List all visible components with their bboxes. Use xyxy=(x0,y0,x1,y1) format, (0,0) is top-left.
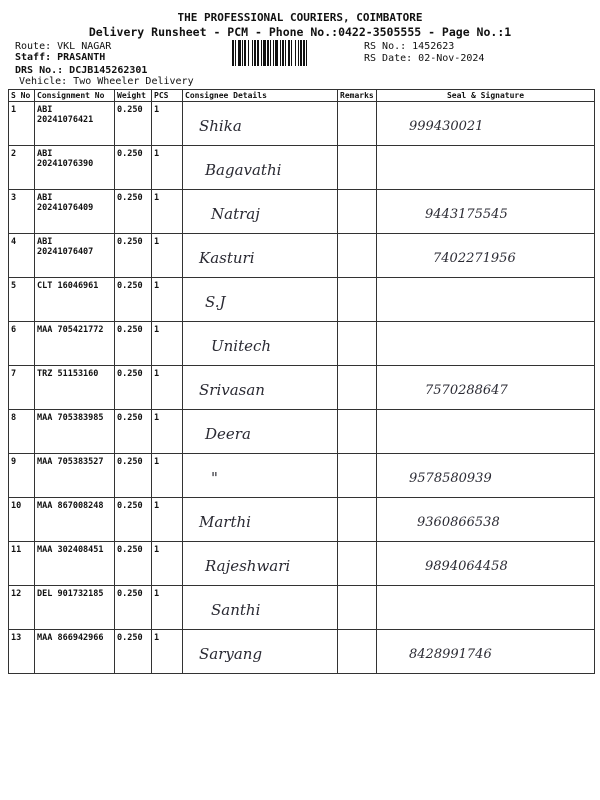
signature-handwriting: 9894064458 xyxy=(425,559,508,574)
row-consignee xyxy=(183,146,338,190)
row-sno: 7 xyxy=(9,366,35,410)
row-pcs: 1 xyxy=(152,366,183,410)
consignee-handwriting: Srivasan xyxy=(199,381,265,399)
row-consignment-no: ABI 20241076390 xyxy=(35,146,115,190)
consignee-handwriting: S.J xyxy=(205,293,226,311)
row-remarks xyxy=(338,190,377,234)
row-consignment-no: ABI 20241076407 xyxy=(35,234,115,278)
row-consignment-no: MAA 705383527 xyxy=(35,454,115,498)
row-consignment-no: MAA 302408451 xyxy=(35,542,115,586)
row-signature xyxy=(377,630,595,674)
runsheet-subtitle: Delivery Runsheet - PCM - Phone No.:0422-3505555 - Page No.:1 xyxy=(88,25,512,39)
signature-handwriting: 9578580939 xyxy=(409,471,492,486)
row-sno: 8 xyxy=(9,410,35,454)
row-consignment-no: MAA 705421772 xyxy=(35,322,115,366)
row-weight: 0.250 xyxy=(115,498,152,542)
row-signature xyxy=(377,454,595,498)
row-pcs: 1 xyxy=(152,586,183,630)
row-consignee xyxy=(183,366,338,410)
row-remarks xyxy=(338,630,377,674)
row-weight: 0.250 xyxy=(115,630,152,674)
row-consignee xyxy=(183,498,338,542)
row-consignee xyxy=(183,542,338,586)
row-pcs: 1 xyxy=(152,146,183,190)
col-header-weight: Weight xyxy=(115,90,152,102)
consignee-handwriting: Marthi xyxy=(199,513,251,531)
row-sno: 3 xyxy=(9,190,35,234)
row-remarks xyxy=(338,278,377,322)
signature-handwriting: 9443175545 xyxy=(425,207,508,222)
staff-info: Staff: PRASANTH xyxy=(15,52,106,63)
consignee-handwriting: " xyxy=(211,469,218,487)
row-consignee xyxy=(183,234,338,278)
drs-number: DRS No.: DCJB145262301 xyxy=(15,65,148,76)
row-pcs: 1 xyxy=(152,278,183,322)
row-weight: 0.250 xyxy=(115,278,152,322)
consignee-handwriting: Unitech xyxy=(211,337,272,355)
table-row xyxy=(9,146,595,190)
row-consignee xyxy=(183,410,338,454)
row-pcs: 1 xyxy=(152,630,183,674)
row-signature xyxy=(377,542,595,586)
row-consignee xyxy=(183,322,338,366)
vehicle-info: Vehicle: Two Wheeler Delivery xyxy=(19,76,194,87)
row-signature xyxy=(377,498,595,542)
table-row xyxy=(9,498,595,542)
row-remarks xyxy=(338,410,377,454)
rs-date: RS Date: 02-Nov-2024 xyxy=(364,53,485,64)
row-signature xyxy=(377,366,595,410)
row-sno: 5 xyxy=(9,278,35,322)
row-weight: 0.250 xyxy=(115,410,152,454)
row-consignee xyxy=(183,630,338,674)
col-header-consignment: Consignment No xyxy=(35,90,115,102)
row-sno: 1 xyxy=(9,102,35,146)
row-signature xyxy=(377,586,595,630)
row-pcs: 1 xyxy=(152,190,183,234)
table-row xyxy=(9,454,595,498)
row-sno: 11 xyxy=(9,542,35,586)
barcode-image xyxy=(232,40,356,66)
row-pcs: 1 xyxy=(152,102,183,146)
row-consignment-no: ABI 20241076409 xyxy=(35,190,115,234)
table-row xyxy=(9,366,595,410)
row-weight: 0.250 xyxy=(115,454,152,498)
row-signature xyxy=(377,322,595,366)
row-remarks xyxy=(338,542,377,586)
row-consignment-no: DEL 901732185 xyxy=(35,586,115,630)
route-info: Route: VKL NAGAR xyxy=(15,41,112,52)
table-row xyxy=(9,630,595,674)
col-header-pcs: PCS xyxy=(152,90,183,102)
row-signature xyxy=(377,102,595,146)
col-header-sno: S No xyxy=(9,90,35,102)
row-signature xyxy=(377,410,595,454)
consignee-handwriting: Kasturi xyxy=(199,249,255,267)
row-sno: 6 xyxy=(9,322,35,366)
table-row xyxy=(9,322,595,366)
row-weight: 0.250 xyxy=(115,322,152,366)
row-signature xyxy=(377,146,595,190)
signature-handwriting: 7402271956 xyxy=(433,251,516,266)
table-row xyxy=(9,278,595,322)
row-remarks xyxy=(338,498,377,542)
row-sno: 4 xyxy=(9,234,35,278)
row-consignment-no: MAA 705383985 xyxy=(35,410,115,454)
signature-handwriting: 8428991746 xyxy=(409,647,492,662)
row-consignee xyxy=(183,190,338,234)
table-row xyxy=(9,102,595,146)
consignee-handwriting: Saryang xyxy=(199,645,263,663)
row-weight: 0.250 xyxy=(115,366,152,410)
row-remarks xyxy=(338,322,377,366)
consignee-handwriting: Bagavathi xyxy=(205,161,282,179)
table-header-row xyxy=(9,90,595,102)
row-weight: 0.250 xyxy=(115,586,152,630)
row-weight: 0.250 xyxy=(115,190,152,234)
row-consignee xyxy=(183,586,338,630)
signature-handwriting: 9360866538 xyxy=(417,515,500,530)
row-remarks xyxy=(338,366,377,410)
consignee-handwriting: Natraj xyxy=(211,205,260,223)
row-remarks xyxy=(338,234,377,278)
consignee-handwriting: Santhi xyxy=(211,601,261,619)
rs-number: RS No.: 1452623 xyxy=(364,41,455,52)
col-header-signature: Seal & Signature xyxy=(377,90,595,102)
row-sno: 13 xyxy=(9,630,35,674)
row-pcs: 1 xyxy=(152,410,183,454)
row-consignee xyxy=(183,454,338,498)
row-consignment-no: TRZ 51153160 xyxy=(35,366,115,410)
table-row xyxy=(9,586,595,630)
row-sno: 9 xyxy=(9,454,35,498)
row-sno: 12 xyxy=(9,586,35,630)
row-remarks xyxy=(338,454,377,498)
signature-handwriting: 7570288647 xyxy=(425,383,508,398)
row-signature xyxy=(377,234,595,278)
row-remarks xyxy=(338,146,377,190)
row-signature xyxy=(377,278,595,322)
row-consignee xyxy=(183,278,338,322)
row-weight: 0.250 xyxy=(115,146,152,190)
row-pcs: 1 xyxy=(152,498,183,542)
row-pcs: 1 xyxy=(152,454,183,498)
row-consignment-no: MAA 866942966 xyxy=(35,630,115,674)
table-row xyxy=(9,410,595,454)
row-signature xyxy=(377,190,595,234)
consignee-handwriting: Deera xyxy=(205,425,251,443)
row-weight: 0.250 xyxy=(115,234,152,278)
row-pcs: 1 xyxy=(152,322,183,366)
company-title: THE PROFESSIONAL COURIERS, COIMBATORE xyxy=(177,11,423,24)
row-remarks xyxy=(338,102,377,146)
row-remarks xyxy=(338,586,377,630)
table-row xyxy=(9,542,595,586)
consignee-handwriting: Shika xyxy=(199,117,242,135)
signature-handwriting: 999430021 xyxy=(409,119,484,134)
col-header-remarks: Remarks xyxy=(338,90,377,102)
row-consignment-no: CLT 16046961 xyxy=(35,278,115,322)
row-consignee xyxy=(183,102,338,146)
row-consignment-no: ABI 20241076421 xyxy=(35,102,115,146)
row-consignment-no: MAA 867008248 xyxy=(35,498,115,542)
col-header-consignee: Consignee Details xyxy=(183,90,338,102)
row-sno: 10 xyxy=(9,498,35,542)
row-weight: 0.250 xyxy=(115,102,152,146)
row-sno: 2 xyxy=(9,146,35,190)
table-row xyxy=(9,190,595,234)
consignee-handwriting: Rajeshwari xyxy=(205,557,291,575)
row-pcs: 1 xyxy=(152,234,183,278)
row-pcs: 1 xyxy=(152,542,183,586)
row-weight: 0.250 xyxy=(115,542,152,586)
table-row xyxy=(9,234,595,278)
runsheet-table xyxy=(8,89,595,674)
